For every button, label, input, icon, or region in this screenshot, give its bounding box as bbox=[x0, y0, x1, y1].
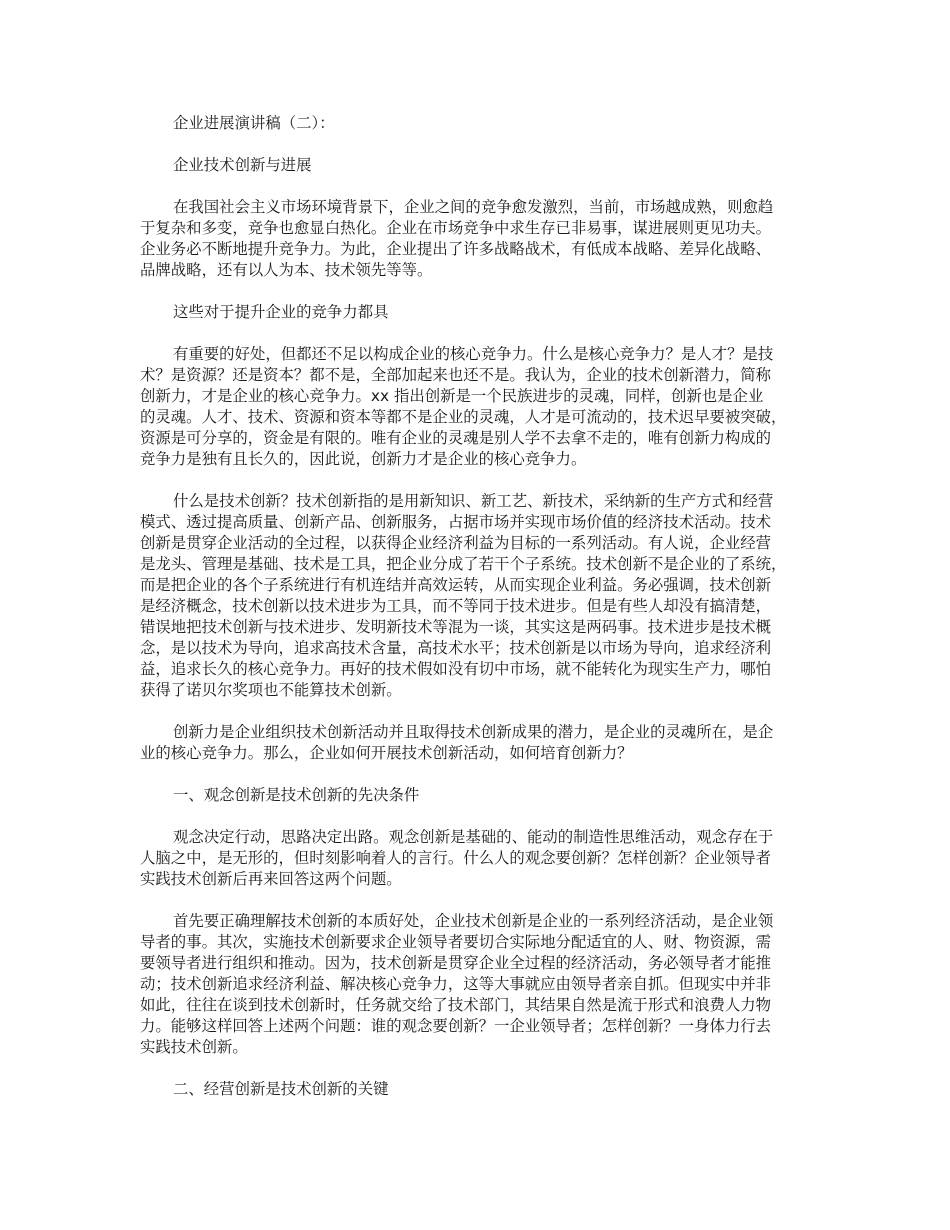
paragraph-line: 力。能够这样回答上述两个问题：谁的观念要创新？一企业领导者；怎样创新？一身体力行去 bbox=[140, 1017, 772, 1035]
paragraph bbox=[140, 491, 812, 701]
paragraph-line: 要领导者进行组织和推动。因为，技术创新是贯穿企业全过程的经济活动，务必领导者才能推 bbox=[140, 954, 772, 972]
paragraph-line: 如此，往往在谈到技术创新时，任务就交给了技术部门，其结果自然是流于形式和浪费人力物 bbox=[140, 996, 772, 1014]
paragraph-line: 企业务必不断地提升竞争力。为此，企业提出了许多战略战术，有低成本战略、差异化战略、 bbox=[140, 240, 772, 258]
paragraph-line: 创新力，才是企业的核心竞争力。xx 指出创新是一个民族进步的灵魂，同样，创新也是企业 bbox=[140, 387, 764, 405]
paragraph-line: 有重要的好处，但都还不足以构成企业的核心竞争力。什么是核心竞争力？是人才？是技 bbox=[173, 345, 774, 363]
paragraph-line: 于复杂和多变，竞争也愈显白热化。企业在市场竞争中求生存已非易事，谋进展则更见功夫。 bbox=[140, 219, 772, 237]
paragraph-line: 品牌战略，还有以人为本、技术领先等等。 bbox=[140, 261, 433, 279]
paragraph-line: 益，追求长久的核心竞争力。再好的技术假如没有切中市场，就不能转化为现实生产力，哪怕 bbox=[140, 660, 772, 678]
paragraph-line: 术？是资源？还是资本？都不是，全部加起来也还不是。我认为，企业的技术创新潜力，简称 bbox=[140, 366, 772, 384]
paragraph bbox=[140, 302, 812, 323]
paragraph bbox=[140, 344, 812, 470]
paragraph-line: 是龙头、管理是基础、技术是工具，把企业分成了若干个子系统。技术创新不是企业的了系统， bbox=[140, 555, 787, 573]
paragraph-line: 二、经营创新是技术创新的关键 bbox=[173, 1080, 389, 1098]
paragraph-line: 是经济概念，技术创新以技术进步为工具，而不等同于技术进步。但是有些人却没有搞清楚， bbox=[140, 597, 772, 615]
paragraph-line: 模式、透过提高质量、创新产品、创新服务，占据市场并实现市场价值的经济技术活动。技术 bbox=[140, 513, 772, 531]
document-subtitle: 企业技术创新与进展 bbox=[173, 156, 312, 174]
paragraph-line: 创新是贯穿企业活动的全过程，以获得企业经济利益为目标的一系列活动。有人说，企业经营 bbox=[140, 534, 772, 552]
paragraph bbox=[140, 785, 812, 806]
paragraph-line: 在我国社会主义市场环境背景下，企业之间的竞争愈发激烈，当前，市场越成熟，则愈趋 bbox=[173, 198, 774, 216]
paragraph-line: 的灵魂。人才、技术、资源和资本等都不是企业的灵魂，人才是可流动的，技术迟早要被突破， bbox=[140, 408, 787, 426]
paragraph bbox=[140, 1079, 812, 1100]
document-title: 企业进展演讲稿（二）： bbox=[173, 114, 335, 132]
paragraph-line: 竞争力是独有且长久的，因此说，创新力才是企业的核心竞争力。 bbox=[140, 450, 587, 468]
paragraph-line: 而是把企业的各个子系统进行有机连结并高效运转，从而实现企业利益。务必强调，技术创新 bbox=[140, 576, 772, 594]
paragraph-line: 实践技术创新后再来回答这两个问题。 bbox=[140, 870, 402, 888]
paragraph-line: 这些对于提升企业的竞争力都具 bbox=[173, 303, 389, 321]
paragraph-line: 观念决定行动，思路决定出路。观念创新是基础的、能动的制造性思维活动，观念存在于 bbox=[173, 828, 774, 846]
paragraph bbox=[140, 827, 812, 890]
paragraph-line: 动；技术创新追求经济利益、解决核心竞争力，这等大事就应由领导者亲自抓。但现实中并非 bbox=[140, 975, 772, 993]
paragraph-line: 错误地把技术创新与技术进步、发明新技术等混为一谈，其实这是两码事。技术进步是技术概 bbox=[140, 618, 772, 636]
paragraph-line: 什么是技术创新？技术创新指的是用新知识、新工艺、新技术，采纳新的生产方式和经营 bbox=[173, 492, 774, 510]
paragraph-line: 念，是以技术为导向，追求高技术含量，高技术水平；技术创新是以市场为导向，追求经济利 bbox=[140, 639, 772, 657]
paragraph-line: 获得了诺贝尔奖项也不能算技术创新。 bbox=[140, 681, 402, 699]
paragraph-line: 业的核心竞争力。那么，企业如何开展技术创新活动，如何培育创新力？ bbox=[140, 744, 633, 762]
paragraph-line: 创新力是企业组织技术创新活动并且取得技术创新成果的潜力，是企业的灵魂所在，是企 bbox=[173, 723, 774, 741]
paragraph-line: 实践技术创新。 bbox=[140, 1038, 248, 1056]
paragraph-line: 人脑之中，是无形的，但时刻影响着人的言行。什么人的观念要创新？怎样创新？企业领导者 bbox=[140, 849, 772, 867]
paragraph-line: 资源是可分享的，资金是有限的。唯有企业的灵魂是别人学不去拿不走的，唯有创新力构成的 bbox=[140, 429, 772, 447]
paragraph bbox=[140, 911, 812, 1058]
document-page bbox=[140, 113, 812, 1121]
document-body bbox=[140, 197, 812, 1100]
paragraph-line: 导者的事。其次，实施技术创新要求企业领导者要切合实际地分配适宜的人、财、物资源，需 bbox=[140, 933, 772, 951]
paragraph bbox=[140, 197, 812, 281]
paragraph bbox=[140, 722, 812, 764]
paragraph-line: 一、观念创新是技术创新的先决条件 bbox=[173, 786, 420, 804]
paragraph-line: 首先要正确理解技术创新的本质好处，企业技术创新是企业的一系列经济活动，是企业领 bbox=[173, 912, 774, 930]
